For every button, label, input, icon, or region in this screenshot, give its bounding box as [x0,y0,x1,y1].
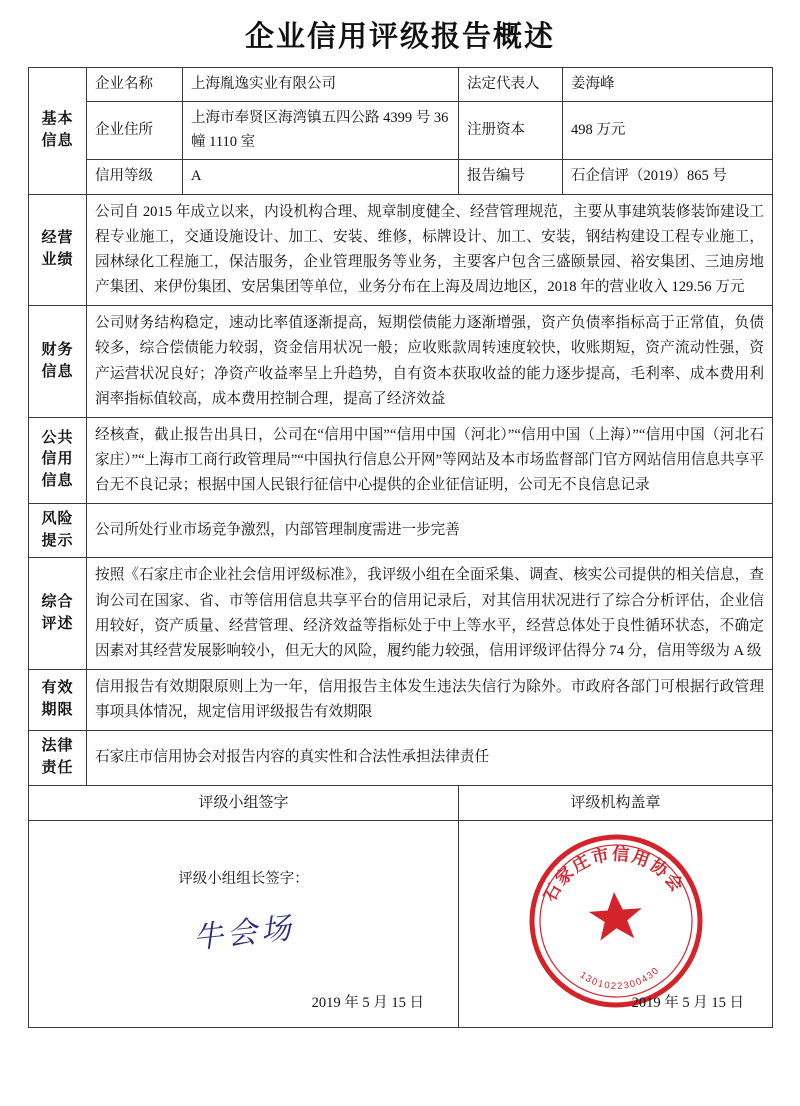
field-label-credit-rating: 信用等级 [87,160,183,194]
field-label-legal-representative: 法定代表人 [459,68,563,102]
field-label-report-number: 报告编号 [459,160,563,194]
signature-area-team [29,820,459,1027]
signature-header-team: 评级小组签字 [29,785,459,820]
field-label-registered-capital: 注册资本 [459,102,563,160]
credit-report-table [28,67,773,1028]
field-value-registered-capital: 498 万元 [563,102,773,160]
field-value-company-name: 上海胤逸实业有限公司 [183,68,459,102]
row-text-legal: 石家庄市信用协会对报告内容的真实性和合法性承担法律责任 [87,731,773,786]
signature-leader-label: 评级小组组长签字： [178,870,309,887]
signature-header-agency: 评级机构盖章 [459,785,773,820]
svg-text:石家庄市信用协会 [536,838,688,905]
row-label-basic-info: 基本信息 [29,68,87,195]
field-label-company-address: 企业住所 [87,102,183,160]
row-text-public-credit: 经核查，截止报告出具日，公司在“信用中国”“信用中国（河北）”“信用中国（上海）”“信用中国（河北石家庄）”“上海市工商行政管理局”“中国执行信息公开网”等网站及本市场监督部门官方网站信用信息共享平台无不良记录；根据中国人民银行征信中心提供的企业征信证明，公司无不良信息记录 [87,417,773,503]
field-value-report-number: 石企信评（2019）865 号 [563,160,773,194]
row-label-validity: 有效期限 [29,669,87,730]
row-label-risk: 风险提示 [29,503,87,558]
row-label-summary: 综合评述 [29,558,87,669]
field-value-credit-rating: A [183,160,459,194]
signature-handwriting: 牛会场 [190,910,296,957]
signature-date-agency: 2019 年 5 月 15 日 [631,995,744,1012]
table-row-company-address [29,102,773,160]
table-row-public-credit [29,417,773,503]
table-row-company-name [29,68,773,102]
signature-area-agency [459,820,773,1027]
official-seal-stamp [521,826,711,1016]
table-row-signature-headers [29,785,773,820]
field-value-company-address: 上海市奉贤区海湾镇五四公路 4399 号 36 幢 1110 室 [183,102,459,160]
row-label-performance: 经营业绩 [29,194,87,305]
seal-text-label: 石家庄市信用协会 [539,844,688,905]
field-value-legal-representative: 姜海峰 [563,68,773,102]
table-row-summary [29,558,773,669]
table-row-finance [29,306,773,417]
table-row-credit-rating [29,160,773,194]
row-text-risk: 公司所处行业市场竞争激烈，内部管理制度需进一步完善 [87,503,773,558]
table-row-signature-bodies [29,820,773,1027]
table-row-validity [29,669,773,730]
row-label-legal: 法律责任 [29,731,87,786]
row-text-validity: 信用报告有效期限原则上为一年，信用报告主体发生违法失信行为除外。市政府各部门可根据行政管理事项具体情况，规定信用评级报告有效期限 [87,669,773,730]
row-text-summary: 按照《石家庄市企业社会信用评级标准》，我评级小组在全面采集、调查、核实公司提供的相关信息，查询公司在国家、省、市等信用信息共享平台的信用记录后，对其信用状况进行了综合分析评估，企业信用较好，资产质量、经营管理、经济效益等指标处于中上等水平，经营总体处于良性循环状态，不确定因素对其经营发展影响较小，但无大的风险，履约能力较强，信用评级评估得分 74 分，信用等级为 A 级 [87,558,773,669]
page-title: 企业信用评级报告概述 [244,21,555,53]
signature-date-team: 2019 年 5 月 15 日 [311,995,424,1012]
table-row-risk [29,503,773,558]
field-label-company-name: 企业名称 [87,68,183,102]
table-row-performance [29,194,773,305]
row-text-finance: 公司财务结构稳定，速动比率值逐渐提高，短期偿债能力逐渐增强，资产负债率指标高于正常值，负债较多，综合偿债能力较弱，资金信用状况一般；应收账款周转速度较快，收账期短，资产流动性强，资产运营状况良好；净资产收益率呈上升趋势，自有资本获取收益的能力逐步提高，毛利率、成本费用利润率指标值较高，成本费用控制合理，提高了经济效益 [87,306,773,417]
row-label-public-credit: 公共信用信息 [29,417,87,503]
row-label-finance: 财务信息 [29,306,87,417]
row-text-performance: 公司自 2015 年成立以来，内设机构合理、规章制度健全、经营管理规范，主要从事建筑装修装饰建设工程专业施工，交通设施设计、加工、安装、维修，标牌设计、加工、安装，钢结构建设工程专业施工，园林绿化工程施工，保洁服务，企业管理服务等业务，主要客户包含三盛颐景园、裕安集团、三迪房地产集团、来伊份集团、安居集团等单位，业务分布在上海及周边地区，2018 年的营业收入 129.56 万元 [87,194,773,305]
table-row-legal [29,731,773,786]
svg-text:1301022300430 [577,964,663,995]
seal-number-label: 1301022300430 [577,964,662,992]
